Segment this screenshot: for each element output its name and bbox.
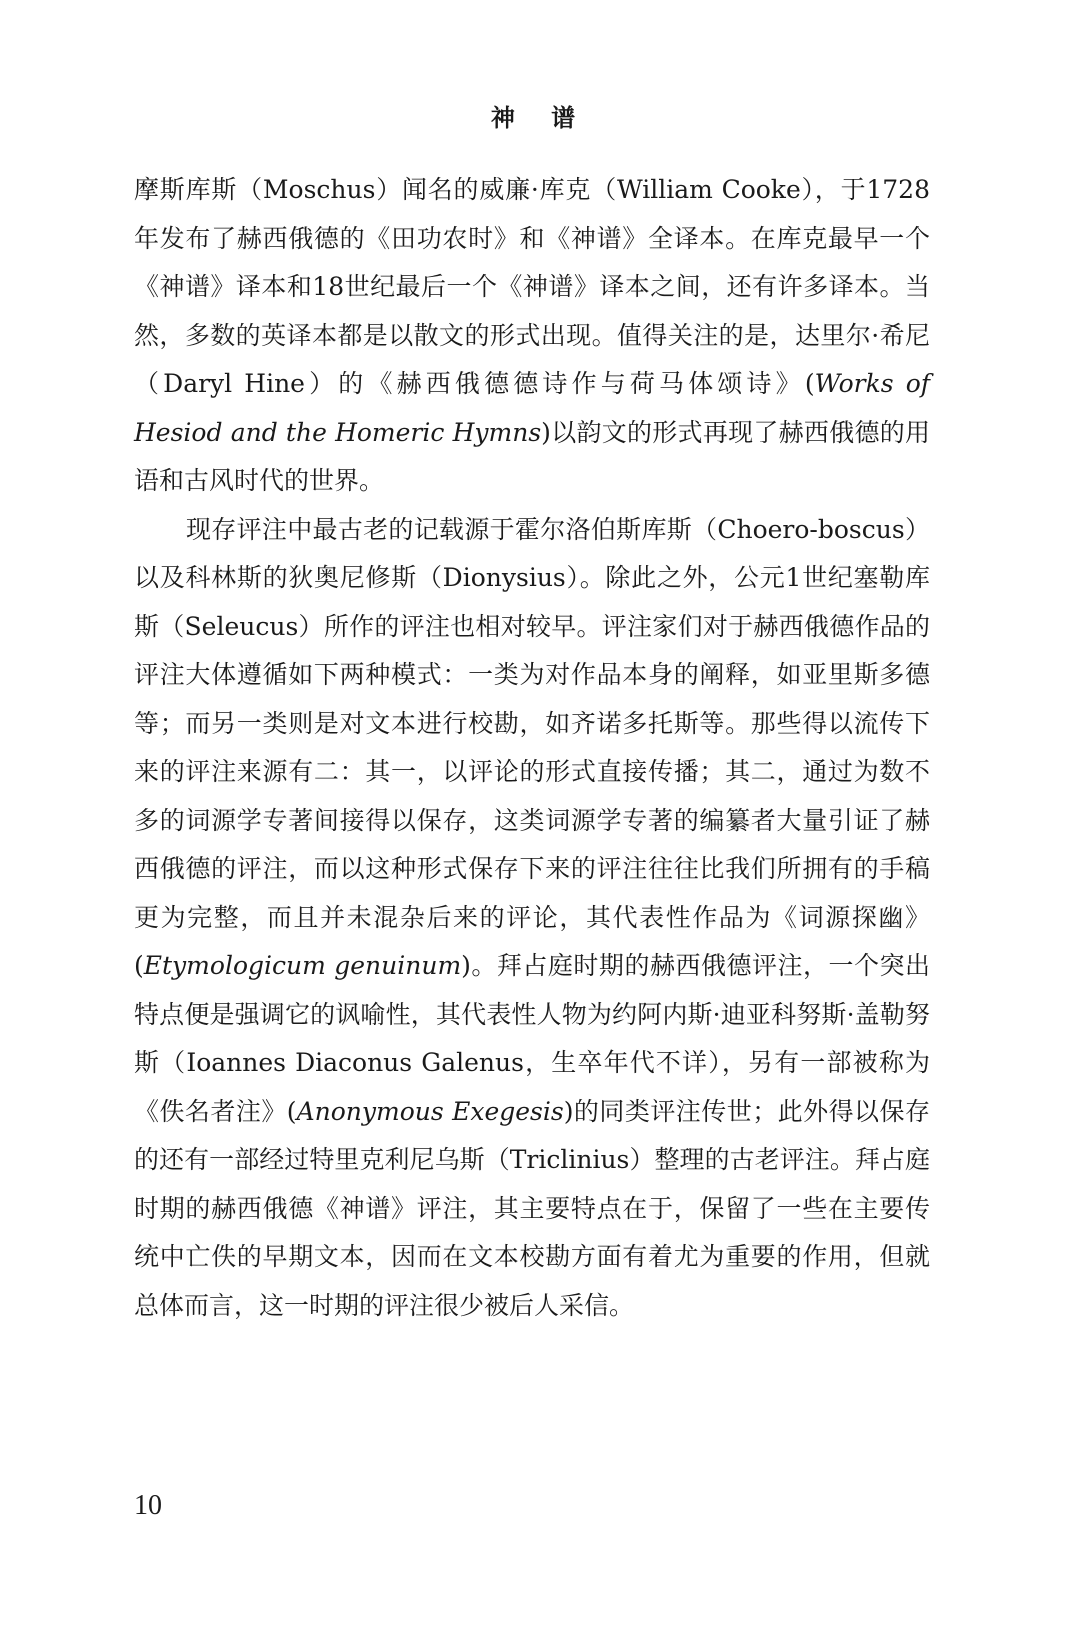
running-head: 神 谱 [490, 104, 590, 132]
paragraph-1-text-b: )以韵文的形式再现了赫西俄德的用语和古风时代的世界。 [134, 417, 930, 495]
paragraph-2-text-c: )的同类评注传世；此外得以保存的还有一部经过特里克利尼乌斯（Triclinius）整理的古老评注。拜占庭时期的赫西俄德《神谱》评注，其主要特点在于，保留了一些在主要传统中亡佚的早期文本，因而在文本校勘方面有着尤为重要的作用，但就总体而言，这一时期的评注很少被后人采信。 [134, 1096, 930, 1320]
paragraph-2-work-title-2: Anonymous Exegesis [296, 1096, 564, 1126]
paragraph-2 [134, 506, 930, 1331]
paragraph-2-work-title-1: Etymologicum genuinum [143, 951, 462, 980]
paragraph-2-text-b: )。拜占庭时期的赫西俄德评注，一个突出特点便是强调它的讽喻性，其代表性人物为约阿内斯·迪亚科努斯·盖勒努斯（Ioannes Diaconus Galenus，生卒年代不详），另有一部被称为《佚名者注》( [134, 951, 930, 1126]
page-number: 10 [134, 1490, 162, 1521]
paragraph-1-work-title: Works of Hesiod and the Homeric Hymns [134, 369, 930, 447]
body-text [134, 166, 930, 1330]
paragraph-1-text-a: 摩斯库斯（Moschus）闻名的威廉·库克（William Cooke），于1728年发布了赫西俄德的《田功农时》和《神谱》全译本。在库克最早一个《神谱》译本和18世纪最后一个《神谱》译本之间，还有许多译本。当然，多数的英译本都是以散文的形式出现。值得关注的是，达里尔·希尼（Daryl Hine）的《赫西俄德德诗作与荷马体颂诗》( [134, 175, 930, 398]
paragraph-2-text-a: 现存评注中最古老的记载源于霍尔洛伯斯库斯（Choero-boscus）以及科林斯的狄奥尼修斯（Dionysius）。除此之外，公元1世纪塞勒库斯（Seleucus）所作的评注也相对较早。评注家们对于赫西俄德作品的评注大体遵循如下两种模式：一类为对作品本身的阐释，如亚里斯多德等；而另一类则是对文本进行校勘，如齐诺多托斯等。那些得以流传下来的评注来源有二：其一，以评论的形式直接传播；其二，通过为数不多的词源学专著间接得以保存，这类词源学专著的编纂者大量引证了赫西俄德的评注，而以这种形式保存下来的评注往往比我们所拥有的手稿更为完整，而且并未混杂后来的评论，其代表性作品为《词源探幽》( [134, 514, 930, 980]
paragraph-1 [134, 166, 930, 506]
